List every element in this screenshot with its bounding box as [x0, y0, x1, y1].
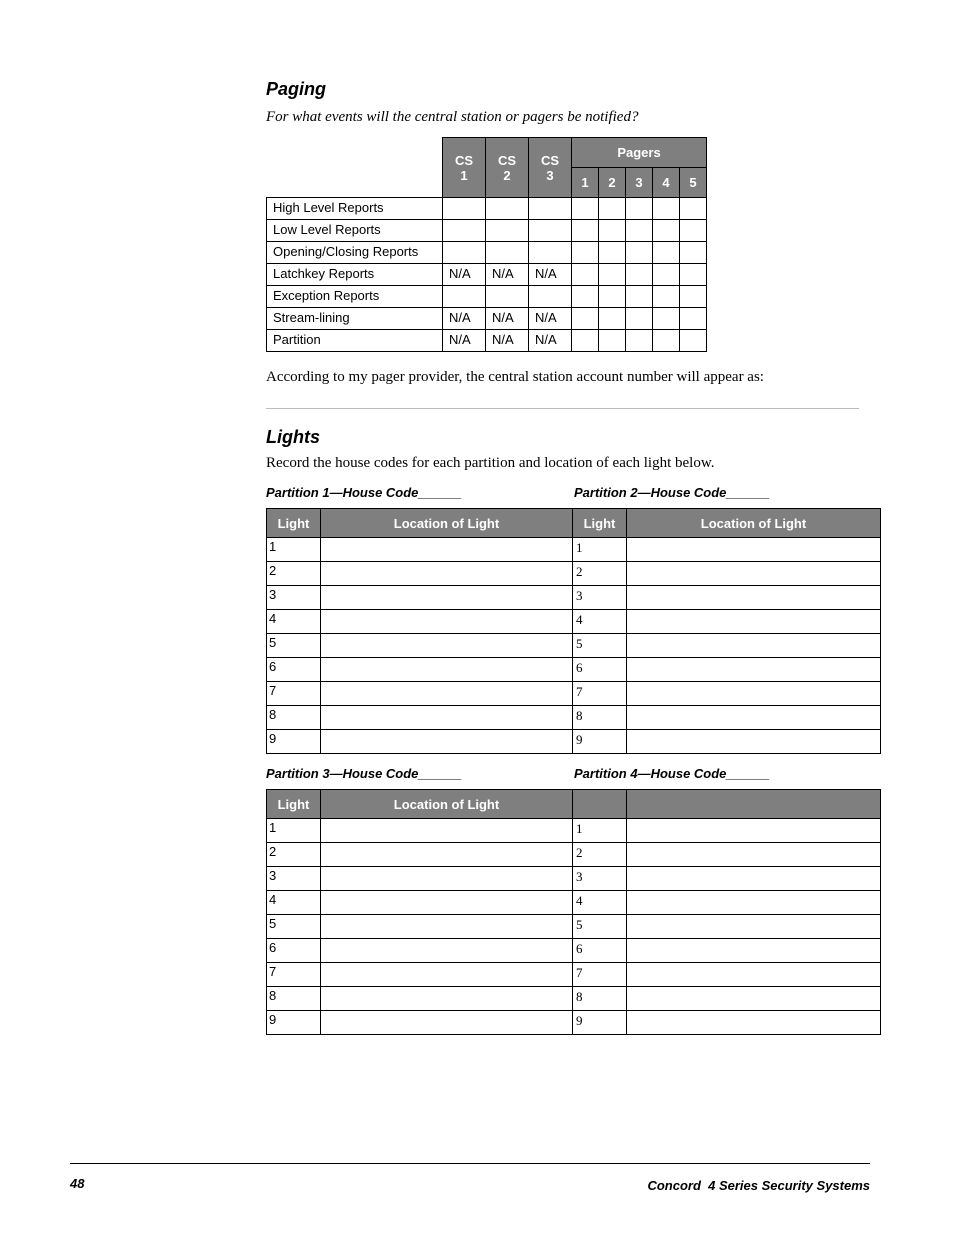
pager-2-cell[interactable] [599, 220, 626, 242]
light-number: 6 [267, 658, 321, 682]
location-field[interactable] [627, 658, 881, 682]
partition-4-label: Partition 4—House Code______ [574, 766, 770, 781]
pager-2-cell[interactable] [599, 264, 626, 286]
pager-3-cell[interactable] [626, 286, 653, 308]
location-field[interactable] [627, 682, 881, 706]
cs3-cell[interactable] [529, 198, 572, 220]
lights-rows [267, 538, 881, 754]
location-field[interactable] [321, 891, 573, 915]
pager-5-cell[interactable] [680, 264, 707, 286]
light-number: 2 [267, 843, 321, 867]
location-field[interactable] [627, 706, 881, 730]
account-note: According to my pager provider, the central station account number will appear as: [266, 369, 764, 385]
light-number: 1 [267, 819, 321, 843]
event-label: Low Level Reports [267, 220, 443, 242]
pager-1-cell[interactable] [572, 330, 599, 352]
location-field[interactable] [321, 819, 573, 843]
cs2-cell[interactable] [486, 220, 529, 242]
light-header: Light [267, 790, 321, 819]
cs2-cell: N/A [486, 308, 529, 330]
paging-heading: Paging [266, 79, 327, 99]
location-field[interactable] [627, 1011, 881, 1035]
light-number: 3 [573, 586, 627, 610]
location-field[interactable] [321, 867, 573, 891]
lights-intro: Record the house codes for each partition and location of each light below. [266, 455, 715, 471]
light-number: 2 [573, 843, 627, 867]
cs1-cell[interactable] [443, 198, 486, 220]
pager-5-cell[interactable] [680, 330, 707, 352]
light-number: 7 [267, 963, 321, 987]
pager-4-cell[interactable] [653, 264, 680, 286]
location-field[interactable] [627, 586, 881, 610]
pager-3-header: 3 [626, 168, 653, 198]
light-number: 3 [267, 586, 321, 610]
paging-row [267, 264, 707, 286]
pager-3-cell[interactable] [626, 308, 653, 330]
pagers-header: Pagers [572, 138, 707, 168]
location-field[interactable] [627, 610, 881, 634]
event-label: Partition [267, 330, 443, 352]
cs1-cell: N/A [443, 330, 486, 352]
light-row [267, 819, 881, 843]
light-number: 9 [573, 730, 627, 754]
light-number: 2 [267, 562, 321, 586]
location-field[interactable] [321, 658, 573, 682]
light-row [267, 634, 881, 658]
event-label: Stream-lining [267, 308, 443, 330]
location-field[interactable] [321, 586, 573, 610]
pager-1-cell[interactable] [572, 198, 599, 220]
location-field[interactable] [627, 562, 881, 586]
paging-row [267, 220, 707, 242]
paging-row [267, 286, 707, 308]
pager-1-cell[interactable] [572, 308, 599, 330]
pager-1-cell[interactable] [572, 286, 599, 308]
light-number: 7 [573, 963, 627, 987]
cs2-cell[interactable] [486, 198, 529, 220]
partition-3-label: Partition 3—House Code______ [266, 766, 462, 781]
event-label: Latchkey Reports [267, 264, 443, 286]
cs1-cell[interactable] [443, 286, 486, 308]
event-label: Exception Reports [267, 286, 443, 308]
location-field[interactable] [321, 706, 573, 730]
pager-5-header: 5 [680, 168, 707, 198]
light-number: 9 [267, 730, 321, 754]
cs1-cell[interactable] [443, 242, 486, 264]
pager-5-cell[interactable] [680, 286, 707, 308]
cs3-cell[interactable] [529, 242, 572, 264]
location-field[interactable] [321, 730, 573, 754]
light-number: 4 [573, 610, 627, 634]
light-header: Light [267, 509, 321, 538]
location-field[interactable] [321, 939, 573, 963]
location-field[interactable] [321, 915, 573, 939]
cs3-cell[interactable] [529, 220, 572, 242]
location-field[interactable] [627, 987, 881, 1011]
pager-4-cell[interactable] [653, 198, 680, 220]
paging-row [267, 330, 707, 352]
light-header: Light [573, 509, 627, 538]
light-number: 1 [267, 538, 321, 562]
light-number: 5 [267, 915, 321, 939]
location-field[interactable] [627, 634, 881, 658]
cs1-header: CS 1 [443, 138, 486, 198]
paging-row [267, 242, 707, 264]
light-number: 5 [267, 634, 321, 658]
location-field[interactable] [321, 963, 573, 987]
footer-divider [70, 1163, 870, 1164]
pager-5-cell[interactable] [680, 220, 707, 242]
light-number: 5 [573, 915, 627, 939]
lights-table-2 [266, 789, 881, 1035]
location-field[interactable] [321, 843, 573, 867]
blank-header [573, 790, 627, 819]
light-row [267, 867, 881, 891]
location-field[interactable] [627, 891, 881, 915]
event-label: Opening/Closing Reports [267, 242, 443, 264]
paging-table [266, 137, 707, 352]
light-number: 8 [573, 706, 627, 730]
pager-5-cell[interactable] [680, 308, 707, 330]
pager-5-cell[interactable] [680, 198, 707, 220]
light-number: 8 [267, 987, 321, 1011]
pager-2-cell[interactable] [599, 286, 626, 308]
cs2-header: CS 2 [486, 138, 529, 198]
pager-3-cell[interactable] [626, 330, 653, 352]
page-number: 48 [70, 1176, 85, 1191]
blank-header-cell [267, 138, 443, 198]
location-field[interactable] [627, 819, 881, 843]
document-title: Concord 4 Series Security Systems [647, 1178, 870, 1193]
pager-1-header: 1 [572, 168, 599, 198]
lights-table-1 [266, 508, 881, 754]
light-row [267, 538, 881, 562]
location-field[interactable] [321, 562, 573, 586]
location-field[interactable] [627, 963, 881, 987]
paging-row [267, 308, 707, 330]
location-field[interactable] [627, 939, 881, 963]
light-number: 9 [267, 1011, 321, 1035]
location-field[interactable] [627, 867, 881, 891]
account-number-line[interactable] [266, 408, 859, 409]
light-number: 1 [573, 538, 627, 562]
light-number: 6 [573, 658, 627, 682]
paging-question: For what events will the central station or pagers be notified? [266, 109, 639, 125]
location-field[interactable] [321, 610, 573, 634]
light-number: 6 [267, 939, 321, 963]
light-row [267, 843, 881, 867]
light-row [267, 682, 881, 706]
cs3-cell: N/A [529, 264, 572, 286]
location-field[interactable] [321, 682, 573, 706]
location-header: Location of Light [321, 790, 573, 819]
cs3-cell[interactable] [529, 286, 572, 308]
cs3-cell: N/A [529, 308, 572, 330]
light-number: 8 [573, 987, 627, 1011]
pager-1-cell[interactable] [572, 264, 599, 286]
pager-2-cell[interactable] [599, 330, 626, 352]
light-number: 2 [573, 562, 627, 586]
location-header: Location of Light [321, 509, 573, 538]
light-row [267, 706, 881, 730]
partition-2-label: Partition 2—House Code______ [574, 485, 770, 500]
lights-rows [267, 819, 881, 1035]
pager-4-cell[interactable] [653, 220, 680, 242]
paging-rows [267, 198, 707, 352]
light-number: 7 [267, 682, 321, 706]
cs3-cell: N/A [529, 330, 572, 352]
pager-3-cell[interactable] [626, 242, 653, 264]
light-number: 1 [573, 819, 627, 843]
light-row [267, 730, 881, 754]
pager-1-cell[interactable] [572, 220, 599, 242]
pager-2-cell[interactable] [599, 242, 626, 264]
light-number: 9 [573, 1011, 627, 1035]
light-row [267, 658, 881, 682]
cs2-cell[interactable] [486, 242, 529, 264]
light-number: 4 [573, 891, 627, 915]
pager-2-header: 2 [599, 168, 626, 198]
light-number: 4 [267, 610, 321, 634]
pager-1-cell[interactable] [572, 242, 599, 264]
pager-4-cell[interactable] [653, 242, 680, 264]
partition-1-label: Partition 1—House Code______ [266, 485, 462, 500]
location-field[interactable] [321, 538, 573, 562]
cs3-header: CS 3 [529, 138, 572, 198]
location-field[interactable] [627, 843, 881, 867]
location-header: Location of Light [627, 509, 881, 538]
light-row [267, 987, 881, 1011]
cs1-cell: N/A [443, 308, 486, 330]
location-field[interactable] [321, 634, 573, 658]
location-field[interactable] [321, 1011, 573, 1035]
blank-header [627, 790, 881, 819]
light-row [267, 1011, 881, 1035]
cs2-cell: N/A [486, 264, 529, 286]
location-field[interactable] [627, 538, 881, 562]
light-row [267, 891, 881, 915]
pager-3-cell[interactable] [626, 220, 653, 242]
location-field[interactable] [321, 987, 573, 1011]
event-label: High Level Reports [267, 198, 443, 220]
light-row [267, 939, 881, 963]
light-row [267, 915, 881, 939]
light-number: 5 [573, 634, 627, 658]
light-number: 4 [267, 891, 321, 915]
pager-4-cell[interactable] [653, 330, 680, 352]
light-row [267, 963, 881, 987]
pager-4-cell[interactable] [653, 308, 680, 330]
light-number: 8 [267, 706, 321, 730]
cs1-cell: N/A [443, 264, 486, 286]
pager-3-cell[interactable] [626, 198, 653, 220]
light-number: 7 [573, 682, 627, 706]
light-number: 6 [573, 939, 627, 963]
lights-heading: Lights [266, 427, 320, 447]
light-row [267, 586, 881, 610]
paging-row [267, 198, 707, 220]
light-row [267, 562, 881, 586]
cs2-cell[interactable] [486, 286, 529, 308]
light-number: 3 [573, 867, 627, 891]
pager-5-cell[interactable] [680, 242, 707, 264]
pager-2-cell[interactable] [599, 198, 626, 220]
pager-2-cell[interactable] [599, 308, 626, 330]
pager-4-cell[interactable] [653, 286, 680, 308]
cs1-cell[interactable] [443, 220, 486, 242]
light-row [267, 610, 881, 634]
cs2-cell: N/A [486, 330, 529, 352]
pager-3-cell[interactable] [626, 264, 653, 286]
pager-4-header: 4 [653, 168, 680, 198]
location-field[interactable] [627, 915, 881, 939]
location-field[interactable] [627, 730, 881, 754]
light-number: 3 [267, 867, 321, 891]
